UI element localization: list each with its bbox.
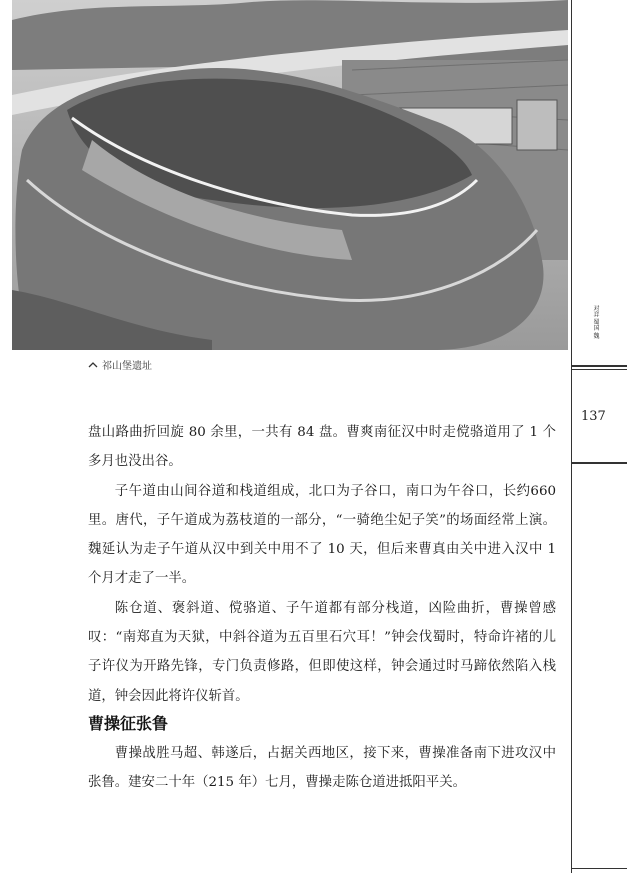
paragraph-4: 曹操战胜马超、韩遂后，占据关西地区，接下来，曹操准备南下进攻汉中张鲁。建安二十年（215 年）七月，曹操走陈仓道进抵阳平关。 — [88, 746, 556, 791]
margin-rule-footer — [571, 868, 627, 869]
caption-text: 祁山堡遗址 — [102, 361, 152, 372]
photo-caption — [88, 357, 152, 372]
margin-rule-top — [571, 365, 627, 367]
body-text-block-2 — [88, 739, 556, 798]
paragraph-1: 盘山路曲折回旋 80 余里，一共有 84 盘。曹爽南征汉中时走傥骆道用了 1 个多月也没出谷。 — [88, 425, 556, 470]
chevron-up-icon — [88, 360, 98, 370]
margin-rule-bottom — [571, 462, 627, 464]
margin-rule-vertical — [571, 0, 572, 873]
paragraph-3: 陈仓道、褒斜道、傥骆道、子午道都有部分栈道，凶险曲折，曹操曾感叹：“南郑直为天狱，中斜谷道为五百里石穴耳！”钟会伐蜀时，特命许褚的儿子许仪为开路先锋，专门负责修路，但即使这样，钟会通过时马蹄依然陷入栈道，钟会因此将许仪斩首。 — [88, 600, 556, 704]
page-number: 137 — [581, 409, 606, 424]
section-heading: 曹操征张鲁 — [88, 714, 169, 733]
photo-illustration — [12, 0, 568, 350]
margin-rule-top-thin — [571, 369, 627, 370]
running-title: 对弈 蜀国 魏 — [592, 305, 599, 339]
aerial-photo — [12, 0, 568, 350]
paragraph-2: 子午道由山间谷道和栈道组成，北口为子谷口，南口为午谷口，长约660里。唐代，子午道成为荔枝道的一部分，“一骑绝尘妃子笑”的场面经常上演。魏延认为走子午道从汉中到关中用不了 10 天，但后来曹真由关中进入汉中 1 个月才走了一半。 — [88, 483, 556, 587]
body-text-block-1 — [88, 418, 556, 711]
